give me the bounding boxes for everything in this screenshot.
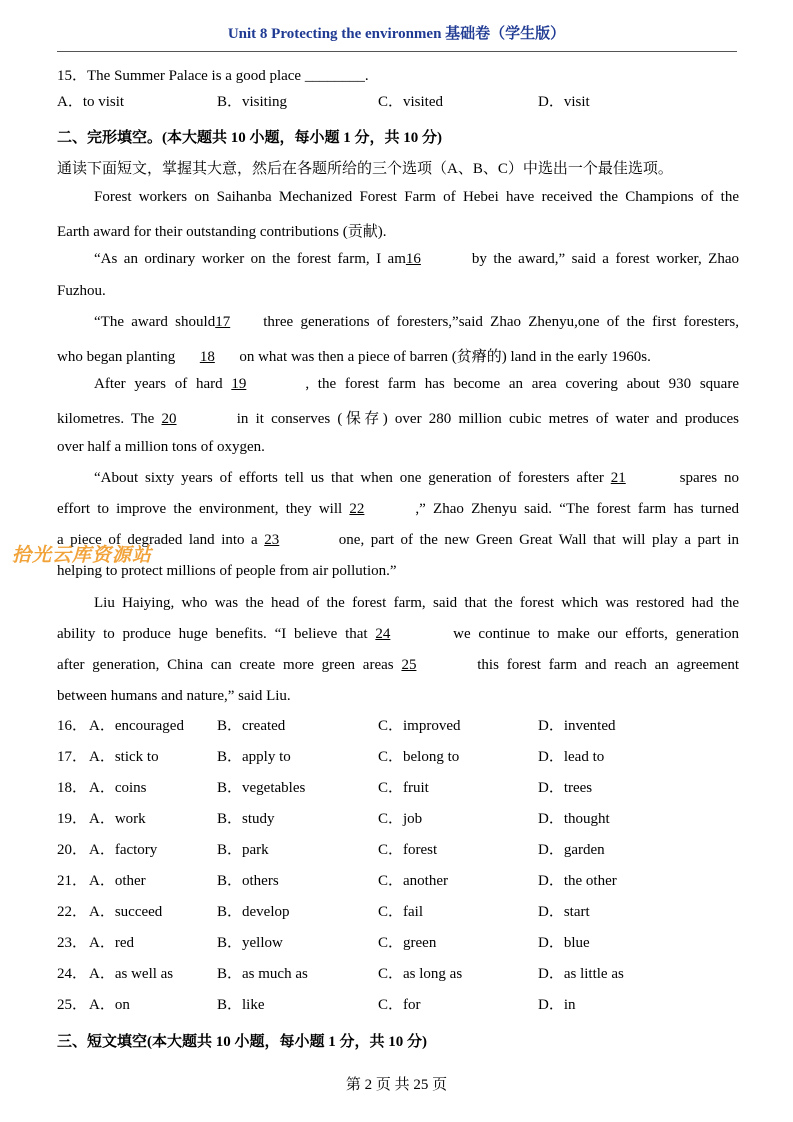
question-22-option-c: C．fail <box>378 904 423 920</box>
passage-p5-line4: helping to protect millions of people from air pollution.” <box>57 563 397 579</box>
question-18-number: 18． <box>57 780 88 796</box>
question-21-option-a: A．other <box>89 873 146 889</box>
question-18-option-b: B．vegetables <box>217 780 306 796</box>
passage-p6-line1: Liu Haiying, who was the head of the forest farm, said that the forest which was restored had the <box>94 595 739 611</box>
passage-p6-line3: after generation, China can create more green areas 25 this forest farm and reach an agreement <box>57 657 740 673</box>
question-25-option-b: B．like <box>217 997 265 1013</box>
question-21-option-c: C．another <box>378 873 448 889</box>
question-22-option-b: B．develop <box>217 904 290 920</box>
blank-23: 23 <box>264 532 280 548</box>
question-19-option-b: B．study <box>217 811 275 827</box>
question-20-option-a: A．factory <box>89 842 158 858</box>
blank-18: 18 <box>199 349 215 365</box>
question-24-option-d: D．as little as <box>538 966 624 982</box>
question-24-option-a: A．as well as <box>89 966 174 982</box>
question-21-option-d: D．the other <box>538 873 617 889</box>
question-19-number: 19． <box>57 811 88 827</box>
question-20-option-c: C．forest <box>378 842 438 858</box>
question-25-option-a: A．on <box>89 997 130 1013</box>
question-21-number: 21． <box>57 873 88 889</box>
passage-p6-line4: between humans and nature,” said Liu. <box>57 688 291 704</box>
watermark-text: 拾光云库资源站 <box>12 544 153 566</box>
question-15-option-b: B．visiting <box>217 94 288 110</box>
question-17-number: 17． <box>57 749 88 765</box>
blank-20: 20 <box>161 411 177 427</box>
page-header-title: Unit 8 Protecting the environmen 基础卷（学生版） <box>227 26 566 42</box>
section-2-title: 二、完形填空。(本大题共 10 小题，每小题 1 分，共 10 分) <box>57 130 442 146</box>
question-22-option-d: D．start <box>538 904 590 920</box>
passage-p4-line3: over half a million tons of oxygen. <box>57 439 265 455</box>
question-23-option-c: C．green <box>378 935 437 951</box>
question-15-option-d: D．visit <box>538 94 590 110</box>
question-19-option-c: C．job <box>378 811 423 827</box>
question-15-option-c: C．visited <box>378 94 444 110</box>
question-24-number: 24． <box>57 966 88 982</box>
question-24-option-c: C．as long as <box>378 966 463 982</box>
passage-p2-line1: “As an ordinary worker on the forest farm, I am16 by the award,” said a forest worker, Zhao <box>94 251 739 267</box>
passage-p4-line2: kilometres. The 20 in it conserves (保存) over 280 million cubic metres of water and produces <box>57 411 740 427</box>
blank-21: 21 <box>610 470 626 486</box>
question-15-option-a: A．to visit <box>57 94 125 110</box>
question-23-number: 23． <box>57 935 88 951</box>
section-2-instruction: 通读下面短文，掌握其大意，然后在各题所给的三个选项（A、B、C）中选出一个最佳选项。 <box>57 161 673 177</box>
passage-p5-line1: “About sixty years of efforts tell us that when one generation of foresters after 21 spares no <box>94 470 740 486</box>
blank-25: 25 <box>401 657 417 673</box>
passage-p5-line2: effort to improve the environment, they will 22 ,” Zhao Zhenyu said. “The forest farm has turned <box>57 501 739 517</box>
passage-p6-line2: ability to produce huge benefits. “I believe that 24 we continue to make our efforts, generation <box>57 626 740 642</box>
question-25-number: 25． <box>57 997 88 1013</box>
question-24-option-b: B．as much as <box>217 966 308 982</box>
question-17-option-c: C．belong to <box>378 749 460 765</box>
question-19-option-d: D．thought <box>538 811 610 827</box>
passage-p5-line3: a piece of degraded land into a 23 one, part of the new Green Great Wall that will play a part in <box>57 532 740 548</box>
passage-p3-line1: “The award should17 three generations of foresters,”said Zhao Zhenyu,one of the first foresters, <box>94 314 739 330</box>
question-23-option-b: B．yellow <box>217 935 283 951</box>
question-23-option-d: D．blue <box>538 935 590 951</box>
question-16-option-a: A．encouraged <box>89 718 184 734</box>
blank-17: 17 <box>215 314 231 330</box>
question-16-option-c: C．improved <box>378 718 461 734</box>
question-20-number: 20． <box>57 842 88 858</box>
passage-p3-line2: who began planting 18 on what was then a piece of barren (贫瘠的) land in the early 1960s. <box>57 349 651 365</box>
question-17-option-b: B．apply to <box>217 749 291 765</box>
question-18-option-d: D．trees <box>538 780 593 796</box>
blank-24: 24 <box>375 626 391 642</box>
question-22-number: 22． <box>57 904 88 920</box>
blank-19: 19 <box>231 376 247 392</box>
question-18-option-c: C．fruit <box>378 780 429 796</box>
question-22-option-a: A．succeed <box>89 904 163 920</box>
question-20-option-b: B．park <box>217 842 269 858</box>
blank-22: 22 <box>349 501 365 517</box>
question-17-option-d: D．lead to <box>538 749 605 765</box>
question-23-option-a: A．red <box>89 935 134 951</box>
question-16-option-b: B．created <box>217 718 286 734</box>
question-17-option-a: A．stick to <box>89 749 159 765</box>
question-25-option-d: D．in <box>538 997 576 1013</box>
page-number-footer: 第 2 页 共 25 页 <box>345 1077 448 1093</box>
question-15-stem: 15．The Summer Palace is a good place ________. <box>57 68 369 84</box>
passage-p4-line1: After years of hard 19 , the forest farm has become an area covering about 930 square <box>94 376 739 392</box>
passage-p1-line2: Earth award for their outstanding contributions (贡献). <box>57 224 387 240</box>
question-16-number: 16． <box>57 718 88 734</box>
blank-16: 16 <box>405 251 421 267</box>
question-18-option-a: A．coins <box>89 780 147 796</box>
question-16-option-d: D．invented <box>538 718 616 734</box>
passage-p1-line1: Forest workers on Saihanba Mechanized Forest Farm of Hebei have received the Champions of the <box>94 189 739 205</box>
question-19-option-a: A．work <box>89 811 146 827</box>
header-divider <box>57 51 737 52</box>
passage-p2-line2: Fuzhou. <box>57 283 106 299</box>
question-21-option-b: B．others <box>217 873 279 889</box>
question-20-option-d: D．garden <box>538 842 605 858</box>
question-25-option-c: C．for <box>378 997 421 1013</box>
section-3-title: 三、短文填空(本大题共 10 小题，每小题 1 分，共 10 分) <box>57 1034 427 1050</box>
